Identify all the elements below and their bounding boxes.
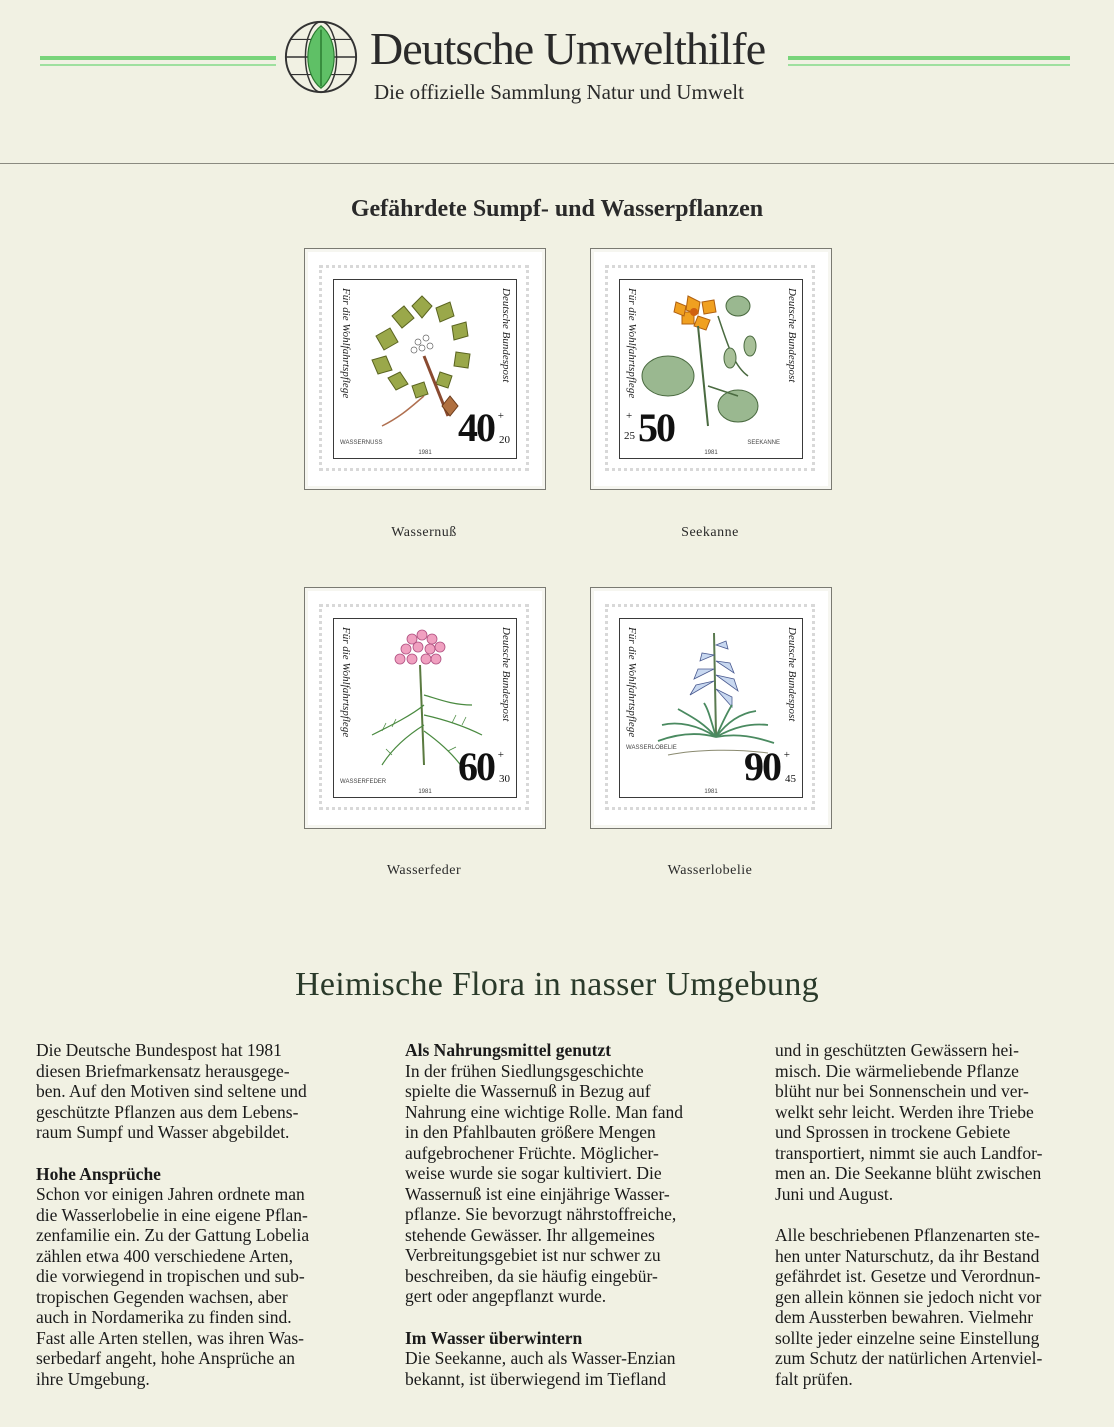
text-line: geschützte Pflanzen aus dem Lebens- (36, 1101, 299, 1122)
text-column-2 (405, 1040, 735, 1389)
text-line: gert oder angepflanzt wurde. (405, 1286, 607, 1306)
stamp-plant-label: WASSERNUSS (340, 440, 383, 446)
text-line: pflanze. Sie bevorzugt nährstoffreiche, (405, 1204, 677, 1224)
text-line: zum Schutz der natürlichen Artenviel- (775, 1348, 1043, 1368)
text-line: beschreiben, da sie häufig eingebür- (405, 1265, 658, 1286)
stamp-seekanne (619, 279, 803, 459)
col2-heading-2: Im Wasser überwintern (405, 1327, 583, 1348)
paragraph-gap (775, 1204, 1105, 1225)
brand-title: Deutsche Umwelthilfe (370, 23, 766, 74)
stamp-mount-3 (304, 587, 546, 829)
text-line: men an. Die Seekanne blüht zwischen (775, 1163, 1042, 1183)
main-title: Heimische Flora in nasser Umgebung (295, 966, 819, 1003)
globe-leaf-icon (282, 18, 360, 96)
text-line: Die Seekanne, auch als Wasser-Enzian (405, 1348, 676, 1368)
stamp-plant-label: WASSERFEDER (340, 779, 387, 785)
stamp-left-inscription: Für die Wohlfahrtspflege (626, 288, 638, 399)
text-line: gefährdet ist. Gesetze und Verordnun- (775, 1266, 1041, 1286)
stamp-year: 1981 (418, 450, 432, 456)
text-line: In der frühen Siedlungsgeschichte (405, 1060, 644, 1081)
stamp-value: 90 (744, 744, 780, 789)
header-line-right (788, 56, 1070, 60)
stamp-value: 40 (458, 405, 494, 450)
text-line: raum Sumpf und Wasser abgebildet. (36, 1122, 290, 1142)
text-line: aufgebrochener Früchte. Möglicher- (405, 1142, 659, 1163)
col1-paragraph-1 (36, 1040, 366, 1143)
text-line: ben. Auf den Motiven sind seltene und (36, 1081, 307, 1101)
text-line: Schon vor einigen Jahren ordnete man (36, 1184, 305, 1204)
stamp-mount-4 (590, 587, 832, 829)
text-line: Fast alle Arten stellen, was ihren Was- (36, 1327, 304, 1348)
stamp-plus: + (783, 749, 790, 761)
col2-heading-1: Als Nahrungsmittel genutzt (405, 1040, 612, 1060)
text-column-1 (36, 1040, 366, 1389)
set-title: Gefährdete Sumpf- und Wasserpflanzen (350, 196, 764, 222)
text-line: die vorwiegend in tropischen und sub- (36, 1266, 305, 1286)
paragraph-gap (405, 1307, 735, 1328)
stamp-surcharge: 45 (785, 773, 796, 785)
stamp-surcharge: 30 (499, 773, 510, 785)
stamp-caption-2: Seekanne (681, 525, 739, 540)
header-line-left-thin (40, 64, 276, 66)
text-line: Juni und August. (775, 1183, 894, 1204)
text-line: bekannt, ist überwiegend im Tiefland (405, 1368, 667, 1389)
col1-heading: Hohe Ansprüche (36, 1163, 161, 1184)
text-line: Alle beschriebenen Pflanzenarten ste- (775, 1225, 1040, 1245)
stamp-wasserlobelie (619, 618, 803, 798)
stamp-plus: + (626, 410, 633, 422)
text-line: diesen Briefmarkensatz herausgege- (36, 1060, 290, 1081)
text-line: in den Pfahlbauten größere Mengen (405, 1122, 656, 1142)
stamp-right-inscription: Deutsche Bundespost (786, 288, 798, 383)
header-line-right-thin (788, 64, 1070, 66)
stamp-value: 60 (458, 744, 494, 789)
stamp-caption-1: Wassernuß (391, 525, 457, 540)
stamp-wasserfeder (333, 618, 517, 798)
col3-paragraph-1 (775, 1040, 1105, 1204)
text-line: die Wasserlobelie in eine eigene Pflan- (36, 1204, 308, 1225)
header-line-left (40, 56, 276, 60)
text-line: transportiert, nimmt sie auch Landfor- (775, 1142, 1043, 1163)
text-line: zählen etwa 400 verschiedene Arten, (36, 1245, 294, 1266)
text-line: tropischen Gegenden wachsen, aber (36, 1286, 288, 1307)
text-line: hen unter Naturschutz, da ihr Bestand (775, 1245, 1040, 1266)
text-line: Wassernuß ist eine einjährige Wasser- (405, 1183, 670, 1204)
stamp-right-inscription: Deutsche Bundespost (786, 627, 798, 722)
col2-paragraph-2 (405, 1348, 735, 1389)
text-line: Nahrung eine wichtige Rolle. Man fand (405, 1101, 683, 1122)
text-line: Die Deutsche Bundespost hat 1981 (36, 1040, 282, 1060)
text-line: stehende Gewässer. Ihr allgemeines (405, 1224, 655, 1245)
stamp-mount-2 (590, 248, 832, 490)
stamp-year: 1981 (704, 789, 718, 795)
stamp-value: 50 (638, 405, 674, 450)
brand-subtitle: Die offizielle Sammlung Natur und Umwelt (374, 80, 744, 104)
text-line: falt prüfen. (775, 1368, 853, 1389)
text-line: spielte die Wassernuß in Bezug auf (405, 1081, 651, 1101)
stamp-wassernuss (333, 279, 517, 459)
text-line: blüht nur bei Sonnenschein und ver- (775, 1081, 1029, 1101)
text-line: misch. Die wärmeliebende Pflanze (775, 1060, 1019, 1081)
text-line: ihre Umgebung. (36, 1368, 150, 1389)
stamp-left-inscription: Für die Wohlfahrtspflege (340, 288, 352, 399)
text-line: sollte jeder einzelne seine Einstellung (775, 1327, 1040, 1348)
col2-paragraph-1 (405, 1061, 735, 1307)
stamp-year: 1981 (418, 789, 432, 795)
stamp-caption-3: Wasserfeder (386, 863, 462, 878)
text-line: auch in Nordamerika zu finden sind. (36, 1307, 292, 1327)
stamp-plant-label: WASSERLOBELIE (626, 745, 677, 751)
text-line: weise wurde sie sogar kultiviert. Die (405, 1163, 662, 1183)
text-line: und in geschützten Gewässern hei- (775, 1040, 1019, 1060)
stamp-mount-1 (304, 248, 546, 490)
stamp-plant-label: SEEKANNE (747, 440, 780, 446)
text-line: zenfamilie ein. Zu der Gattung Lobelia (36, 1225, 310, 1245)
text-line: dem Aussterben bewahren. Vielmehr (775, 1307, 1034, 1327)
stamp-right-inscription: Deutsche Bundespost (500, 288, 512, 383)
stamp-plus: + (497, 749, 504, 761)
stamp-surcharge: 25 (624, 430, 635, 442)
text-line: Verbreitungsgebiet ist nur schwer zu (405, 1245, 661, 1265)
stamp-year: 1981 (704, 450, 718, 456)
paragraph-gap (36, 1143, 366, 1164)
col3-paragraph-2 (775, 1225, 1105, 1389)
header-divider (0, 163, 1114, 164)
stamp-surcharge: 20 (499, 434, 510, 446)
col1-paragraph-2 (36, 1184, 366, 1389)
stamp-right-inscription: Deutsche Bundespost (500, 627, 512, 722)
text-line: und Sprossen in trockene Gebiete (775, 1122, 1011, 1142)
stamp-left-inscription: Für die Wohlfahrtspflege (626, 627, 638, 738)
text-line: gen allein können sie jedoch nicht vor (775, 1286, 1042, 1307)
text-line: serbedarf angeht, hohe Ansprüche an (36, 1348, 295, 1368)
stamp-caption-4: Wasserlobelie (667, 863, 753, 878)
text-column-3 (775, 1040, 1105, 1389)
stamp-left-inscription: Für die Wohlfahrtspflege (340, 627, 352, 738)
stamp-plus: + (497, 410, 504, 422)
text-line: welkt sehr leicht. Werden ihre Triebe (775, 1101, 1034, 1122)
